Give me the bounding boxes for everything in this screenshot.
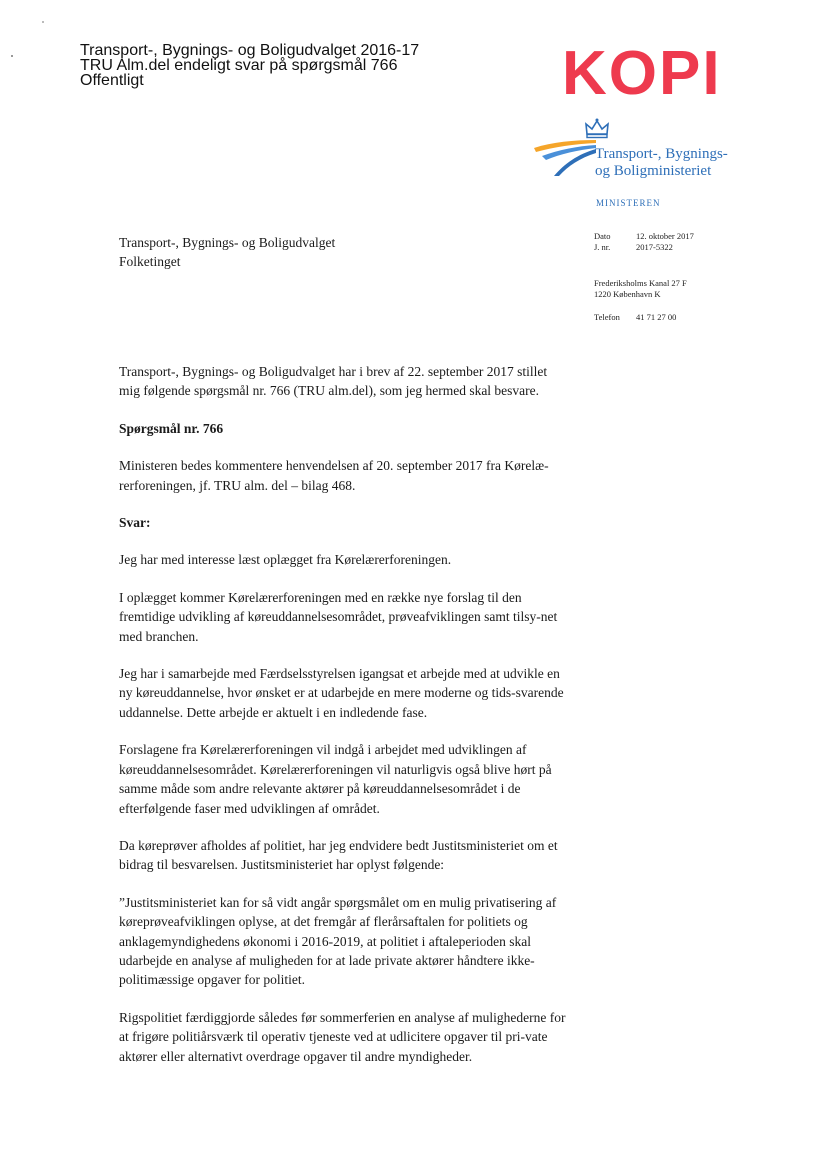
- letter-body: [119, 362, 571, 1084]
- phone-value: 41 71 27 00: [636, 312, 677, 322]
- kopi-stamp: KOPI: [562, 39, 722, 108]
- letter-meta: [594, 231, 694, 253]
- phone-row: [594, 312, 676, 323]
- section-heading: Svar:: [119, 515, 151, 531]
- paragraph: Jeg har i samarbejde med Færdselsstyrelsen igangsat et arbejde med at udvikle en ny køreuddannelse, hvor ønsket er at udarbejde en mere moderne og tids-svarende uddannelse. Dette arbejde er aktuelt i en indledende fase.: [119, 666, 564, 720]
- stamp-line-3: Offentligt: [80, 72, 144, 89]
- date-row: [594, 231, 694, 242]
- recipient-line-1: Transport-, Bygnings- og Boligudvalget: [119, 235, 336, 250]
- paragraph: I oplægget kommer Kørelærerforeningen med en række nye forslag til den fremtidige udvikling af køreuddannelsesområdet, prøveafviklingen samt tilsy-net med branchen.: [119, 589, 558, 644]
- stamp-line-1: Transport-, Bygnings- og Boligudvalget 2016-17: [80, 42, 420, 59]
- paragraph: Rigspolitiet færdiggjorde således før sommerferien en analyse af mulighederne for at frigøre politiårsværk til operativ tjeneste ved at udlicitere opgaver til pri-vate aktører eller alternativt overdrage opgaver til andre myndigheder.: [119, 1009, 566, 1064]
- address-block: [594, 278, 687, 300]
- scan-speck: [42, 21, 44, 23]
- department-label: MINISTEREN: [596, 198, 661, 208]
- paragraph: ”Justitsministeriet kan for så vidt angår spørgsmålet om en mulig privatisering af køreprøveafviklingen oplyse, at det fremgår af flerårsaftalen for politiets og anklagemyndighedens økonomi i 2016-2019, at politiet i aftaleperioden skal udarbejde en analyse af muligheden for at lade private aktører håndtere ikke-politimæssige opgaver for politiet.: [119, 894, 557, 988]
- recipient-line-2: Folketinget: [119, 254, 181, 269]
- date-value: 12. oktober 2017: [636, 231, 694, 241]
- ministry-logo-icon: [532, 118, 598, 178]
- paragraph: Da køreprøver afholdes af politiet, har jeg endvidere bedt Justitsministeriet om et bidrag til besvarelsen. Justitsministeriet har oplyst følgende:: [119, 837, 558, 873]
- jnr-row: [594, 242, 694, 253]
- paragraph: Forslagene fra Kørelærerforeningen vil indgå i arbejdet med udviklingen af køreuddannelsesområdet. Kørelærerforeningen vil naturligvis også blive hørt på samme måde som andre relevante aktører på køreuddannelsesområdet i de efterfølgende faser med udviklingen af området.: [119, 742, 552, 816]
- stamp-line-2: TRU Alm.del endeligt svar på spørgsmål 766: [80, 57, 398, 74]
- ministry-name-line-1: Transport-, Bygnings-: [595, 146, 728, 162]
- archive-stamp: [80, 43, 419, 88]
- paragraph: Ministeren bedes kommentere henvendelsen af 20. september 2017 fra Kørelæ-rerforeningen, jf. TRU alm. del – bilag 468.: [119, 458, 549, 493]
- date-label: Dato: [594, 231, 611, 241]
- paragraph: Transport-, Bygnings- og Boligudvalget har i brev af 22. september 2017 stillet mig følgende spørgsmål nr. 766 (TRU alm.del), som jeg hermed skal besvare.: [119, 364, 548, 399]
- jnr-label: J. nr.: [594, 242, 611, 252]
- ministry-name-line-2: og Boligministeriet: [595, 163, 712, 179]
- scan-speck: [11, 55, 13, 57]
- address-line-2: 1220 København K: [594, 289, 661, 299]
- jnr-value: 2017-5322: [636, 242, 673, 252]
- ministry-name: [595, 146, 728, 180]
- section-heading: Spørgsmål nr. 766: [119, 420, 224, 436]
- recipient-block: [119, 233, 335, 271]
- phone-label: Telefon: [594, 312, 620, 322]
- address-line-1: Frederiksholms Kanal 27 F: [594, 278, 687, 288]
- paragraph: Jeg har med interesse læst oplægget fra Kørelærerforeningen.: [119, 552, 452, 568]
